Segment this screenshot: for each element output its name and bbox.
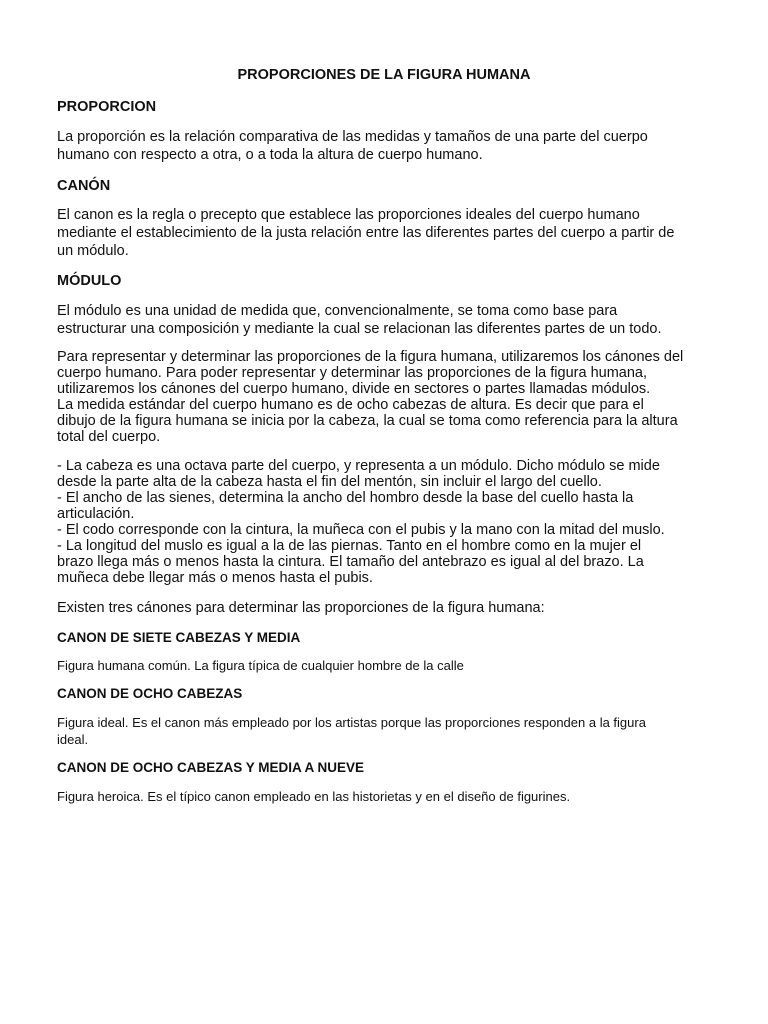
canon-heading-ocho-y-media-a-nueve: CANON DE OCHO CABEZAS Y MEDIA A NUEVE: [57, 760, 365, 775]
body-line: Figura ideal. Es el canon más empleado por los artistas porque las proporciones responden a la figura: [57, 715, 646, 730]
canon-heading-siete-y-media: CANON DE SIETE CABEZAS Y MEDIA: [57, 630, 301, 645]
canon-heading-ocho: CANON DE OCHO CABEZAS: [57, 686, 243, 701]
bullet-line: - El ancho de las sienes, determina la ancho del hombro desde la base del cuello hasta la: [57, 490, 634, 506]
bullet-line: muñeca debe llegar más o menos hasta el pubis.: [57, 570, 373, 586]
body-line: un módulo.: [57, 243, 129, 259]
body-line: dibujo de la figura humana se inicia por la cabeza, la cual se toma como referencia para la altura: [57, 413, 678, 429]
bullet-list: [57, 458, 717, 586]
document-title: PROPORCIONES DE LA FIGURA HUMANA: [237, 67, 531, 83]
bullet-line: - La cabeza es una octava parte del cuerpo, y representa a un módulo. Dicho módulo se mide: [57, 458, 660, 474]
bullet-line: brazo llega más o menos hasta la cintura. El tamaño del antebrazo es igual al del brazo. La: [57, 554, 644, 570]
body-line: El módulo es una unidad de medida que, convencionalmente, se toma como base para: [57, 303, 618, 319]
body-line: La medida estándar del cuerpo humano es de ocho cabezas de altura. Es decir que para el: [57, 397, 644, 413]
bullet-line: articulación.: [57, 506, 135, 522]
section-body-canon: [57, 206, 717, 260]
body-line: total del cuerpo.: [57, 429, 161, 445]
body-line: utilizaremos los cánones del cuerpo humano, divide en sectores o partes llamadas módulos.: [57, 381, 651, 397]
canon-body-ocho: [57, 714, 717, 748]
canons-intro: Existen tres cánones para determinar las proporciones de la figura humana:: [57, 600, 545, 616]
bullet-line: - El codo corresponde con la cintura, la muñeca con el pubis y la mano con la mitad del muslo.: [57, 522, 665, 538]
section-heading-canon: CANÓN: [57, 178, 111, 194]
section-heading-modulo: MÓDULO: [57, 273, 122, 289]
body-line: mediante el establecimiento de la justa relación entre las diferentes partes del cuerpo a partir de: [57, 225, 675, 241]
body-line: Figura heroica. Es el típico canon empleado en las historietas y en el diseño de figurines.: [57, 789, 571, 804]
body-line: Para representar y determinar las proporciones de la figura humana, utilizaremos los cánones del: [57, 349, 684, 365]
body-line: ideal.: [57, 732, 89, 747]
section-body-modulo: [57, 302, 717, 338]
bullet-line: - La longitud del muslo es igual a la de las piernas. Tanto en el hombre como en la mujer el: [57, 538, 642, 554]
section-heading-proporcion: PROPORCION: [57, 99, 157, 115]
body-line: cuerpo humano. Para poder representar y determinar las proporciones de la figura humana,: [57, 365, 648, 381]
body-line: El canon es la regla o precepto que establece las proporciones ideales del cuerpo humano: [57, 207, 640, 223]
bullet-line: desde la parte alta de la cabeza hasta el fin del mentón, sin incluir el largo del cuello.: [57, 474, 602, 490]
body-line: La proporción es la relación comparativa de las medidas y tamaños de una parte del cuerpo: [57, 129, 648, 145]
intro-paragraph: [57, 349, 717, 445]
canon-body-ocho-y-media-a-nueve: [57, 788, 717, 805]
body-line: estructurar una composición y mediante la cual se relacionan las diferentes partes de un todo.: [57, 321, 662, 337]
body-line: humano con respecto a otra, o a toda la altura de cuerpo humano.: [57, 147, 483, 163]
body-line: Figura humana común. La figura típica de cualquier hombre de la calle: [57, 658, 464, 673]
section-body-proporcion: [57, 128, 717, 164]
canon-body-siete-y-media: [57, 657, 717, 674]
